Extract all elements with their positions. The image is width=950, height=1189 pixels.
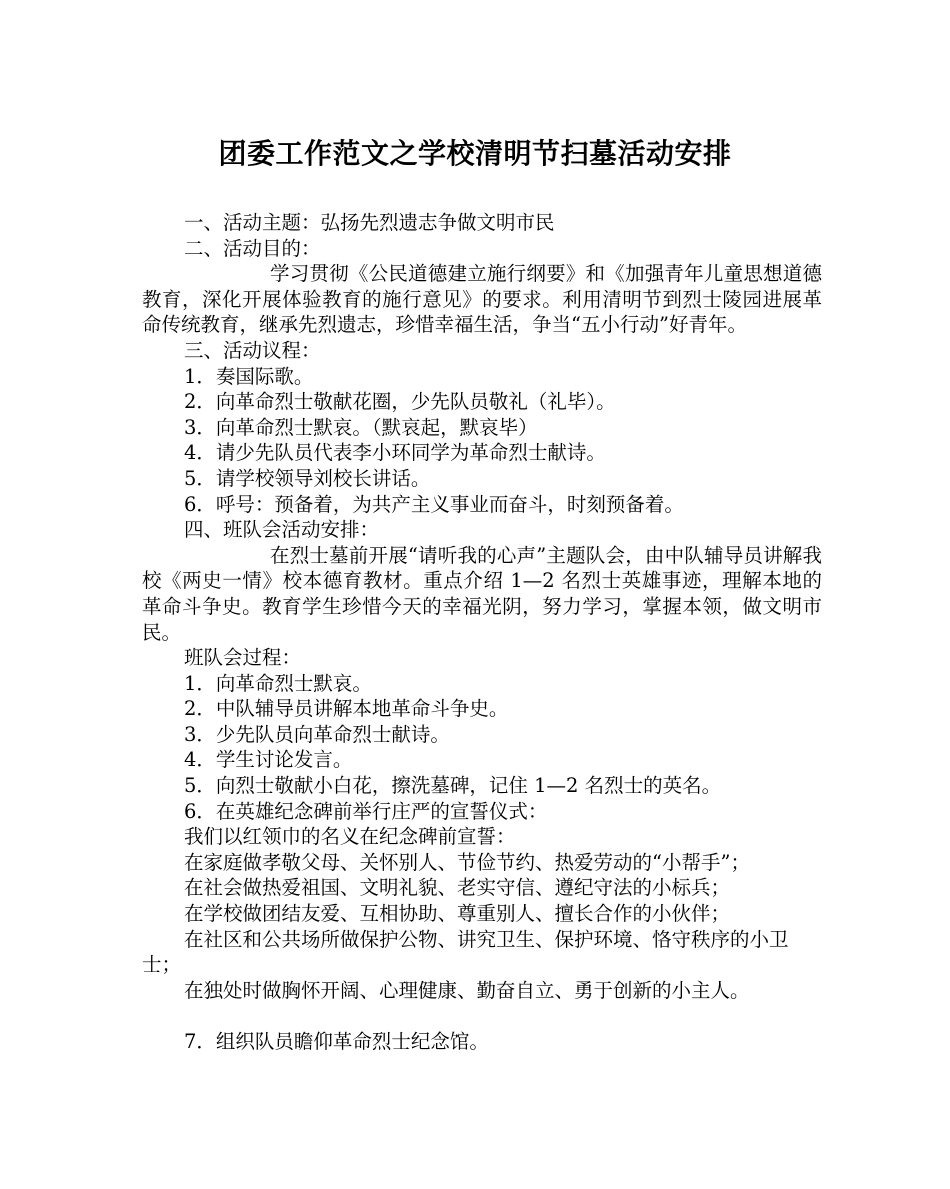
final-item: 7．组织队员瞻仰革命烈士纪念馆。: [184, 1030, 489, 1053]
oath-line-5: 在独处时做胸怀开阔、心理健康、勤奋自立、勇于创新的小主人。: [184, 978, 750, 1002]
process-item-4: 4．学生讨论发言。: [184, 748, 353, 772]
meeting-heading: 四、班队会活动安排：: [184, 518, 380, 542]
oath-intro: 我们以红领巾的名义在纪念碑前宣誓：: [184, 825, 516, 849]
process-item-5: 5．向烈士敬献小白花，擦洗墓碑，记住 1—2 名烈士的英名。: [184, 774, 722, 798]
oath-line-3: 在学校做团结友爱、互相协助、尊重别人、擅长合作的小伙伴；: [184, 902, 731, 926]
document-body: [142, 210, 822, 1055]
agenda-item-5: 5．请学校领导刘校长讲话。: [184, 466, 431, 490]
agenda-item-3: 3．向革命烈士默哀。（默哀起，默哀毕）: [184, 415, 538, 439]
process-item-6: 6．在英雄纪念碑前举行庄严的宣誓仪式：: [184, 799, 548, 823]
agenda-item-1: 1．奏国际歌。: [184, 364, 314, 388]
meeting-paragraph: 在烈士墓前开展“请听我的心声”主题队会，由中队辅导员讲解我校《两史一情》校本德育教材。重点介绍 1—2 名烈士英雄事迹，理解本地的革命斗争史。教育学生珍惜今天的幸福光阴，努力学习，掌握本领，做文明市民。: [142, 543, 822, 644]
agenda-item-6: 6．呼号：预备着，为共产主义事业而奋斗，时刻预备着。: [184, 492, 684, 516]
document-title: 团委工作范文之学校清明节扫墓活动安排: [218, 137, 732, 170]
agenda-item-2: 2．向革命烈士敬献花圈，少先队员敬礼（礼毕）。: [184, 390, 616, 414]
process-item-2: 2．中队辅导员讲解本地革命斗争史。: [184, 697, 509, 721]
process-heading: 班队会过程：: [184, 646, 302, 670]
blank-line: [142, 1003, 822, 1029]
oath-line-4: 在社区和公共场所做保护公物、讲究卫生、保护环境、恪守秩序的小卫士；: [142, 927, 789, 977]
agenda-item-4: 4．请少先队员代表李小环同学为革命烈士献诗。: [184, 441, 606, 465]
process-item-3: 3．少先队员向革命烈士献诗。: [184, 722, 450, 746]
purpose-heading: 二、活动目的：: [184, 236, 321, 260]
oath-line-2: 在社会做热爱祖国、文明礼貌、老实守信、遵纪守法的小标兵；: [184, 876, 731, 900]
oath-line-1: 在家庭做孝敬父母、关怀别人、节俭节约、热爱劳动的“小帮手”；: [184, 850, 750, 874]
agenda-heading: 三、活动议程：: [184, 338, 321, 362]
purpose-paragraph: 学习贯彻《公民道德建立施行纲要》和《加强青年儿童思想道德教育，深化开展体验教育的施行意见》的要求。利用清明节到烈士陵园进展革命传统教育，继承先烈遗志，珍惜幸福生活，争当“五小行动”好青年。: [142, 262, 822, 337]
theme-line: 一、活动主题：弘扬先烈遗志争做文明市民: [184, 211, 555, 234]
process-item-1: 1．向革命烈士默哀。: [184, 671, 372, 695]
